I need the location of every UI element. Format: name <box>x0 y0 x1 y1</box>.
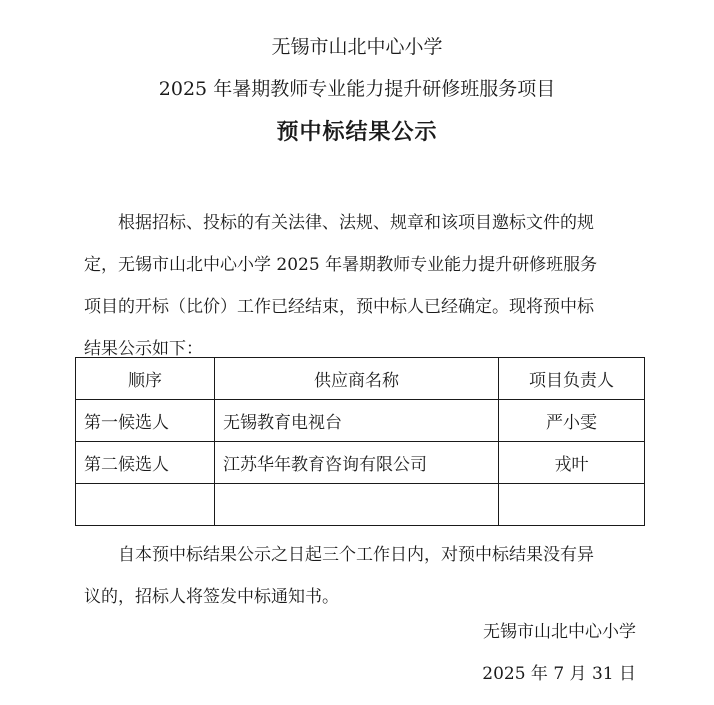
intro-line: 结果公示如下： <box>84 339 203 359</box>
header-manager: 项目负责人 <box>499 358 645 400</box>
cell-supplier: 江苏华年教育咨询有限公司 <box>215 442 499 484</box>
page-title: 预中标结果公示 <box>276 119 438 145</box>
closing-paragraph <box>84 534 646 618</box>
header-supplier: 供应商名称 <box>215 358 499 400</box>
closing-line: 议的，招标人将签发中标通知书。 <box>84 587 339 607</box>
cell-order: 第一候选人 <box>76 400 215 442</box>
intro-paragraph <box>84 202 646 370</box>
cell-order: 第二候选人 <box>76 442 215 484</box>
cell-supplier: 无锡教育电视台 <box>215 400 499 442</box>
cell-manager <box>499 484 645 526</box>
intro-line: 根据招标、投标的有关法律、法规、规章和该项目邀标文件的规 <box>118 213 594 233</box>
school-name: 无锡市山北中心小学 <box>271 36 443 58</box>
signature-date: 2025 年 7 月 31 日 <box>482 664 636 684</box>
signature-org: 无锡市山北中心小学 <box>483 622 636 642</box>
closing-line: 自本预中标结果公示之日起三个工作日内，对预中标结果没有异 <box>118 545 594 565</box>
intro-line: 项目的开标（比价）工作已经结束，预中标人已经确定。现将预中标 <box>84 297 594 317</box>
table-header-row <box>76 358 645 400</box>
result-table <box>75 357 645 526</box>
header-order: 顺序 <box>76 358 215 400</box>
cell-manager: 戎叶 <box>499 442 645 484</box>
cell-manager: 严小雯 <box>499 400 645 442</box>
cell-supplier <box>215 484 499 526</box>
table-row <box>76 400 645 442</box>
table-row <box>76 442 645 484</box>
table-row-empty <box>76 484 645 526</box>
intro-line: 定，无锡市山北中心小学 2025 年暑期教师专业能力提升研修班服务 <box>84 255 598 275</box>
project-name: 2025 年暑期教师专业能力提升研修班服务项目 <box>158 78 556 100</box>
cell-order <box>76 484 215 526</box>
